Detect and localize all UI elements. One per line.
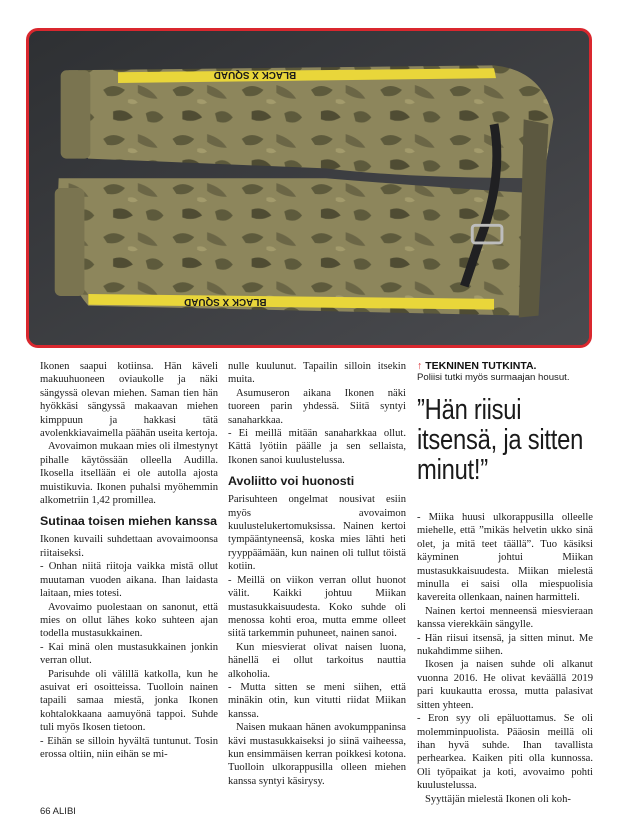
column-1 xyxy=(40,360,218,761)
paragraph: Parisuhteen ongelmat nousivat esiin myös avovaimon kuulustelukertomuksissa. Nainen kertoi tympääntyneensä, koska mies lähti heti ryyppäämään, kun nainen oli tullut töistä kotiin. xyxy=(228,494,406,573)
paragraph: Ikonen kuvaili suhdettaan avovaimoonsa riitaiseksi. xyxy=(40,534,218,559)
paragraph: Syyttäjän mielestä Ikonen oli koh- xyxy=(425,793,571,805)
paragraph: - Hän riisui itsensä, ja sitten minut. Me nukahdimme siihen. xyxy=(417,632,593,658)
column-2 xyxy=(228,360,406,788)
paragraph: Asumuseron aikana Ikonen näki tuoreen parin yhdessä. Siitä syntyi sanaharkkaa. xyxy=(228,387,406,426)
photo-caption-heading xyxy=(417,360,593,372)
subheading: Sutinaa toisen miehen kanssa xyxy=(40,514,217,529)
trousers-image xyxy=(29,31,589,345)
subheading: Avoliitto voi huonosti xyxy=(228,474,355,489)
paragraph: nulle kuulunut. Tapailin silloin itsekin muita. xyxy=(228,361,406,386)
page-folio: 66 ALIBI xyxy=(40,806,76,817)
paragraph: - Eihän se silloin hyvältä tuntunut. Tosin erossa oltiin, niin eihän se mi- xyxy=(40,735,218,760)
paragraph: - Ei meillä mitään sanaharkkaa ollut. Kättä lyötiin päälle ja sen sellaista, Ikonen sanoi kuulustelussa. xyxy=(228,428,406,466)
paragraph: Nainen kertoi menneensä miesvieraan kanssa vierekkäin sängylle. xyxy=(417,605,593,631)
photo-caption-text: Poliisi tutki myös surmaajan housut. xyxy=(417,372,570,383)
tape-text-bottom: BLACK X SQUAD xyxy=(184,295,267,307)
paragraph: - Miika huusi ulkorappusilla olleelle miehelle, että ”mikäs helvetin ukko sinä olet, ja mitä teet täällä”. Tuo käsiksi käyminen johtui Miikan mustasukkaisuudesta. Miikan mielestä minulla ei saisi olla miespuolisia kavereita ollenkaan, nainen harmitteli. xyxy=(417,512,593,604)
paragraph: - Kai minä olen mustasukkainen jonkin verran ollut. xyxy=(40,641,218,667)
paragraph: - Eron syy oli epäluottamus. Se oli molemminpuolista. Pääosin meillä oli ihan hyvä suhde. Ihan tavallista perhearkea. Kaiken piti olla kunnossa. Oli työpaikat ja koti, avovaimo pohti kuulustelussa. xyxy=(417,713,593,792)
paragraph: Ikonen saapui kotiinsa. Hän käveli makuuhuoneen oviaukolle ja näki sängyssä olevan miehen. Saman tien hän hyökkäsi sängyssä makaavan miehen kimppuun ja hakkasi tätä avolenkkiavaimella päähän useita kertoja. xyxy=(40,361,218,440)
paragraph: Ikosen ja naisen suhde oli alkanut vuonna 2016. He olivat keväällä 2019 pari kuukautta erossa, mutta palasivat sitten yhteen. xyxy=(417,659,593,711)
paragraph: Kun miesvierat olivat naisen luona, hänellä ei ollut tarkoitus nauttia alkoholia. xyxy=(228,641,406,680)
pull-quote: ”Hän riisui itsensä, ja sitten minut!” xyxy=(417,394,584,486)
evidence-photo xyxy=(26,28,592,348)
caption-heading-text: TEKNINEN TUTKINTA. xyxy=(425,360,537,372)
column-3 xyxy=(417,360,593,806)
paragraph: - Meillä on viikon verran ollut huonot välit. Kaikki johtuu Miikan mustasukkaisuudesta. Koko suhde oli menossa kohti eroa, mutta emme olleet siitä tarkemmin puhuneet, nainen sanoi. xyxy=(228,574,406,640)
arrow-up-icon: ↑ xyxy=(417,360,423,372)
paragraph: - Mutta sitten se meni siihen, että minäkin otin, kun vitutti riidat Miikan kanssa. xyxy=(228,681,406,720)
paragraph: - Onhan niitä riitoja vaikka mistä ollut muutaman vuoden aikana. Ihan laidasta laitaan, mies totesi. xyxy=(40,561,218,600)
paragraph: Avovaimo puolestaan on sanonut, että mies on ollut lähes koko suhteen ajan todella mustasukkainen. xyxy=(40,601,218,640)
paragraph: Naisen mukaan hänen avokumppaninsa kävi mustasukkaiseksi jo siinä vaiheessa, kun ensimmäisen kerran poikkesi kotona. Tuolloin ulkorappusilla olleen miehen kanssa syntyi käsirysy. xyxy=(228,722,406,787)
paragraph: Parisuhde oli välillä katkolla, kun he asuivat eri osoitteissa. Tuolloin nainen tapaili samaa miestä, jonka Ikonen kohtalokkaana aamuyönä tappoi. Suhde tuli myös Ikosen tietoon. xyxy=(40,668,218,734)
tape-text-top: BLACK X SQUAD xyxy=(213,69,297,81)
paragraph: Avovaimon mukaan mies oli ilmestynyt pihalle käytössään olleella Audilla. Ikosella itsellään ei ole autolla ajosta muistikuvia. Ikonen puhalsi myöhemmin alkometriin 1,42 promillea. xyxy=(40,441,218,507)
